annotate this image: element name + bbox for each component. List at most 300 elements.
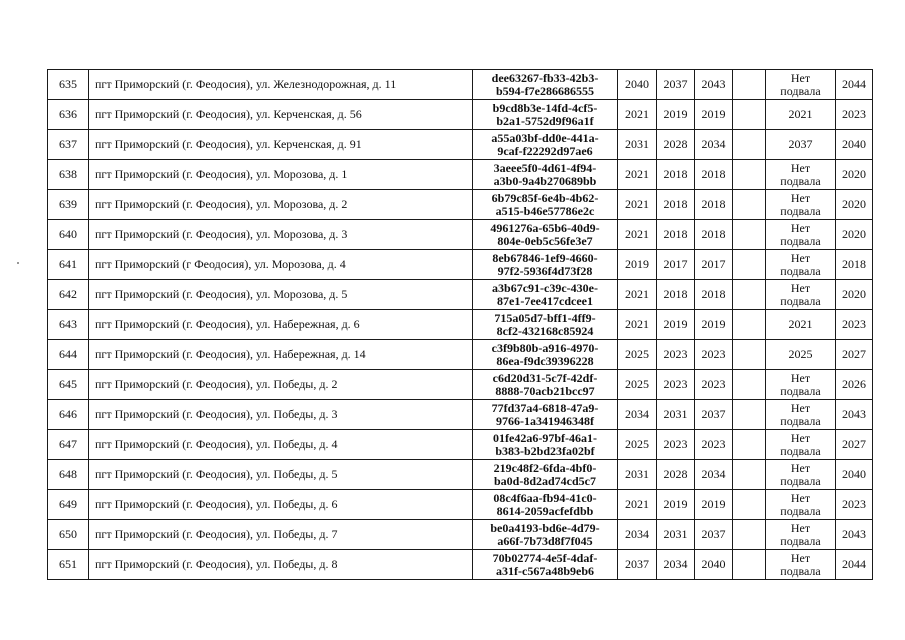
- address-cell: [89, 340, 473, 370]
- last-year-cell: [836, 550, 873, 580]
- table-row: [48, 160, 873, 190]
- address-cell: [89, 430, 473, 460]
- basement-cell: [766, 310, 836, 340]
- address-cell: [89, 490, 473, 520]
- guid-cell: [473, 160, 618, 190]
- empty-cell: [733, 100, 766, 130]
- year-cell-3: [695, 460, 733, 490]
- basement-line-1: 2021: [788, 317, 813, 331]
- year-cell-3: [695, 250, 733, 280]
- row-number-cell: [48, 280, 89, 310]
- year-value-3: 2034: [701, 137, 726, 151]
- guid-line-1: 01fe42a6-97bf-46a1-: [493, 430, 597, 445]
- basement-cell: [766, 220, 836, 250]
- last-year-cell: [836, 190, 873, 220]
- year-cell-2: [657, 430, 695, 460]
- year-value-2: 2018: [663, 287, 688, 301]
- year-value-1: 2021: [625, 107, 649, 121]
- guid-cell: [473, 220, 618, 250]
- year-cell-1: [618, 190, 657, 220]
- year-cell-2: [657, 190, 695, 220]
- year-cell-3: [695, 430, 733, 460]
- row-number: 637: [59, 137, 77, 151]
- table-row: [48, 460, 873, 490]
- year-cell-1: [618, 340, 657, 370]
- address-cell: [89, 250, 473, 280]
- year-value-1: 2021: [625, 197, 649, 211]
- guid-line-1: dee63267-fb33-42b3-: [491, 70, 599, 85]
- basement-cell: [766, 130, 836, 160]
- row-number: 639: [59, 197, 77, 211]
- year-cell-1: [618, 520, 657, 550]
- row-number: 645: [59, 377, 77, 391]
- year-cell-1: [618, 280, 657, 310]
- guid-line-2: 97f2-5936f4d73f28: [497, 263, 593, 278]
- row-number-cell: [48, 490, 89, 520]
- table-row: [48, 550, 873, 580]
- last-year-value: 2027: [842, 347, 866, 361]
- last-year-cell: [836, 340, 873, 370]
- year-cell-1: [618, 460, 657, 490]
- guid-cell: [473, 520, 618, 550]
- basement-cell: [766, 280, 836, 310]
- guid-line-1: 715a05d7-bff1-4ff9-: [494, 310, 596, 325]
- address-text: пгт Приморский (г. Феодосия), ул. Победы, д. 6: [95, 497, 338, 511]
- guid-cell: [473, 550, 618, 580]
- row-number-cell: [48, 130, 89, 160]
- last-year-value: 2040: [842, 467, 866, 481]
- year-cell-3: [695, 130, 733, 160]
- basement-line-2: подвала: [780, 233, 821, 248]
- year-cell-3: [695, 370, 733, 400]
- year-value-2: 2023: [663, 347, 688, 361]
- year-cell-1: [618, 220, 657, 250]
- year-cell-2: [657, 70, 695, 100]
- basement-cell: [766, 250, 836, 280]
- year-cell-1: [618, 430, 657, 460]
- table-row: [48, 190, 873, 220]
- basement-cell: [766, 190, 836, 220]
- last-year-cell: [836, 520, 873, 550]
- empty-cell: [733, 370, 766, 400]
- last-year-cell: [836, 130, 873, 160]
- basement-line-2: подвала: [780, 293, 821, 308]
- year-cell-2: [657, 400, 695, 430]
- row-number: 646: [59, 407, 77, 421]
- guid-line-2: 9766-1a341946348f: [496, 413, 594, 428]
- year-cell-2: [657, 160, 695, 190]
- guid-line-2: 9caf-f22292d97ae6: [497, 143, 593, 158]
- year-value-2: 2019: [663, 107, 688, 121]
- year-value-3: 2023: [701, 347, 726, 361]
- year-cell-1: [618, 370, 657, 400]
- row-number-cell: [48, 190, 89, 220]
- last-year-value: 2043: [842, 527, 866, 541]
- guid-cell: [473, 70, 618, 100]
- address-cell: [89, 100, 473, 130]
- year-value-3: 2018: [701, 227, 726, 241]
- basement-cell: [766, 70, 836, 100]
- basement-line-2: подвала: [780, 473, 821, 488]
- guid-line-2: 87e1-7ee417cdcee1: [497, 293, 593, 308]
- year-value-2: 2034: [663, 557, 688, 571]
- year-value-1: 2037: [625, 557, 649, 571]
- guid-line-1: 8eb67846-1ef9-4660-: [492, 250, 598, 265]
- address-text: пгт Приморский (г. Феодосия), ул. Победы, д. 5: [95, 467, 338, 481]
- year-cell-2: [657, 340, 695, 370]
- last-year-value: 2027: [842, 437, 866, 451]
- row-number-cell: [48, 370, 89, 400]
- year-cell-2: [657, 280, 695, 310]
- year-value-2: 2023: [663, 437, 688, 451]
- row-number-cell: [48, 340, 89, 370]
- year-cell-2: [657, 310, 695, 340]
- address-cell: [89, 130, 473, 160]
- basement-line-2: подвала: [780, 173, 821, 188]
- address-cell: [89, 520, 473, 550]
- empty-cell: [733, 400, 766, 430]
- last-year-value: 2020: [842, 287, 866, 301]
- year-cell-1: [618, 490, 657, 520]
- guid-cell: [473, 130, 618, 160]
- empty-cell: [733, 460, 766, 490]
- year-value-3: 2040: [701, 557, 726, 571]
- guid-line-1: 219c48f2-6fda-4bf0-: [493, 460, 597, 475]
- guid-line-1: be0a4193-bd6e-4d79-: [490, 520, 600, 535]
- year-value-3: 2023: [701, 377, 726, 391]
- year-value-1: 2019: [625, 257, 649, 271]
- basement-line-1: 2037: [788, 137, 813, 151]
- basement-cell: [766, 370, 836, 400]
- empty-cell: [733, 490, 766, 520]
- row-number: 643: [59, 317, 77, 331]
- basement-line-1: Нет: [790, 70, 811, 85]
- year-cell-3: [695, 70, 733, 100]
- year-cell-3: [695, 520, 733, 550]
- last-year-value: 2020: [842, 167, 866, 181]
- row-number-cell: [48, 310, 89, 340]
- address-text: пгт Приморский (г. Феодосия), ул. Победы, д. 2: [95, 377, 338, 391]
- address-text: пгт Приморский (г Феодосия), ул. Морозова, д. 4: [95, 257, 346, 271]
- year-cell-3: [695, 400, 733, 430]
- guid-cell: [473, 310, 618, 340]
- year-value-1: 2025: [625, 437, 649, 451]
- basement-line-2: подвала: [780, 263, 821, 278]
- basement-line-1: Нет: [790, 370, 811, 385]
- last-year-cell: [836, 370, 873, 400]
- year-value-2: 2019: [663, 317, 688, 331]
- year-value-3: 2018: [701, 197, 726, 211]
- basement-line-2: подвала: [780, 533, 821, 548]
- basement-cell: [766, 460, 836, 490]
- row-number: 641: [59, 257, 77, 271]
- row-number-cell: [48, 460, 89, 490]
- empty-cell: [733, 340, 766, 370]
- year-value-2: 2031: [663, 407, 688, 421]
- address-text: пгт Приморский (г. Феодосия), ул. Морозова, д. 5: [95, 287, 348, 301]
- address-cell: [89, 400, 473, 430]
- guid-cell: [473, 400, 618, 430]
- basement-line-1: 2025: [788, 347, 813, 361]
- table-row: [48, 490, 873, 520]
- last-year-cell: [836, 250, 873, 280]
- address-text: пгт Приморский (г. Феодосия), ул. Победы, д. 3: [95, 407, 338, 421]
- year-value-1: 2034: [625, 407, 649, 421]
- year-cell-3: [695, 190, 733, 220]
- row-number-cell: [48, 70, 89, 100]
- year-value-2: 2017: [663, 257, 688, 271]
- table-row: [48, 520, 873, 550]
- year-cell-1: [618, 70, 657, 100]
- year-value-3: 2034: [701, 467, 726, 481]
- year-cell-3: [695, 220, 733, 250]
- year-value-2: 2018: [663, 197, 688, 211]
- year-cell-2: [657, 550, 695, 580]
- empty-cell: [733, 430, 766, 460]
- row-number-cell: [48, 400, 89, 430]
- scan-speck: [17, 262, 19, 264]
- basement-cell: [766, 340, 836, 370]
- basement-line-2: подвала: [780, 203, 821, 218]
- year-cell-2: [657, 490, 695, 520]
- table-row: [48, 340, 873, 370]
- empty-cell: [733, 310, 766, 340]
- table-row: [48, 70, 873, 100]
- address-cell: [89, 220, 473, 250]
- year-value-3: 2019: [701, 317, 726, 331]
- basement-line-1: 2021: [788, 107, 813, 121]
- table-row: [48, 100, 873, 130]
- guid-cell: [473, 430, 618, 460]
- year-cell-1: [618, 400, 657, 430]
- address-cell: [89, 370, 473, 400]
- basement-line-1: Нет: [790, 400, 811, 415]
- empty-cell: [733, 280, 766, 310]
- empty-cell: [733, 130, 766, 160]
- year-value-1: 2031: [625, 137, 649, 151]
- row-number: 640: [59, 227, 77, 241]
- guid-line-1: a55a03bf-dd0e-441a-: [491, 130, 599, 145]
- row-number-cell: [48, 520, 89, 550]
- row-number: 650: [59, 527, 77, 541]
- year-cell-1: [618, 550, 657, 580]
- year-value-1: 2021: [625, 317, 649, 331]
- row-number-cell: [48, 250, 89, 280]
- table-row: [48, 370, 873, 400]
- empty-cell: [733, 190, 766, 220]
- year-cell-3: [695, 310, 733, 340]
- row-number-cell: [48, 100, 89, 130]
- table-row: [48, 430, 873, 460]
- basement-line-2: подвала: [780, 563, 821, 578]
- basement-line-1: Нет: [790, 280, 811, 295]
- year-cell-3: [695, 340, 733, 370]
- last-year-cell: [836, 160, 873, 190]
- basement-line-1: Нет: [790, 460, 811, 475]
- year-value-1: 2025: [625, 347, 649, 361]
- basement-cell: [766, 490, 836, 520]
- guid-line-2: 8888-70acb21bcc97: [495, 383, 595, 398]
- guid-cell: [473, 190, 618, 220]
- address-cell: [89, 190, 473, 220]
- guid-line-1: 70b02774-4e5f-4daf-: [492, 550, 598, 565]
- basement-line-2: подвала: [780, 383, 821, 398]
- last-year-cell: [836, 430, 873, 460]
- guid-cell: [473, 280, 618, 310]
- address-cell: [89, 550, 473, 580]
- address-text: пгт Приморский (г. Феодосия), ул. Победы, д. 8: [95, 557, 338, 571]
- address-text: пгт Приморский (г. Феодосия), ул. Железнодорожная, д. 11: [95, 77, 397, 91]
- guid-line-1: c6d20d31-5c7f-42df-: [492, 370, 598, 385]
- guid-line-2: a31f-c567a48b9eb6: [496, 563, 594, 578]
- basement-cell: [766, 520, 836, 550]
- address-text: пгт Приморский (г. Феодосия), ул. Морозова, д. 3: [95, 227, 348, 241]
- address-cell: [89, 280, 473, 310]
- year-value-3: 2023: [701, 437, 726, 451]
- guid-line-2: b383-b2bd23fa02bf: [495, 443, 595, 458]
- basement-line-1: Нет: [790, 190, 811, 205]
- table-row: [48, 250, 873, 280]
- basement-line-1: Нет: [790, 250, 811, 265]
- basement-cell: [766, 430, 836, 460]
- year-value-3: 2017: [701, 257, 726, 271]
- basement-line-1: Нет: [790, 490, 811, 505]
- year-value-3: 2019: [701, 497, 726, 511]
- year-value-3: 2018: [701, 287, 726, 301]
- housing-registry-table: [47, 69, 873, 580]
- last-year-value: 2026: [842, 377, 866, 391]
- guid-line-1: 4961276a-65b6-40d9-: [490, 220, 600, 235]
- address-cell: [89, 310, 473, 340]
- last-year-value: 2020: [842, 227, 866, 241]
- year-value-3: 2043: [701, 77, 726, 91]
- guid-line-2: 8614-2059acfefdbb: [496, 503, 594, 518]
- year-value-3: 2019: [701, 107, 726, 121]
- guid-line-2: a3b0-9a4b270689bb: [493, 173, 597, 188]
- year-value-1: 2021: [625, 167, 649, 181]
- table-row: [48, 400, 873, 430]
- empty-cell: [733, 220, 766, 250]
- guid-cell: [473, 100, 618, 130]
- guid-cell: [473, 460, 618, 490]
- guid-line-2: a66f-7b73d8f7f045: [497, 533, 593, 548]
- guid-line-1: c3f9b80b-a916-4970-: [491, 340, 599, 355]
- year-value-1: 2025: [625, 377, 649, 391]
- year-cell-2: [657, 520, 695, 550]
- last-year-value: 2020: [842, 197, 866, 211]
- basement-line-1: Нет: [790, 550, 811, 565]
- row-number: 636: [59, 107, 77, 121]
- year-cell-2: [657, 460, 695, 490]
- row-number: 649: [59, 497, 77, 511]
- last-year-value: 2043: [842, 407, 866, 421]
- address-text: пгт Приморский (г. Феодосия), ул. Морозова, д. 1: [95, 167, 348, 181]
- year-cell-2: [657, 250, 695, 280]
- year-cell-1: [618, 100, 657, 130]
- year-value-1: 2034: [625, 527, 649, 541]
- guid-line-2: 804e-0eb5c56fe3e7: [497, 233, 593, 248]
- year-value-2: 2018: [663, 167, 688, 181]
- basement-cell: [766, 550, 836, 580]
- table-body: [48, 70, 873, 580]
- year-cell-2: [657, 130, 695, 160]
- guid-cell: [473, 250, 618, 280]
- address-text: пгт Приморский (г. Феодосия), ул. Победы, д. 4: [95, 437, 338, 451]
- table-row: [48, 280, 873, 310]
- address-text: пгт Приморский (г. Феодосия), ул. Набережная, д. 6: [95, 317, 360, 331]
- last-year-cell: [836, 460, 873, 490]
- year-cell-1: [618, 160, 657, 190]
- empty-cell: [733, 250, 766, 280]
- last-year-value: 2023: [842, 107, 866, 121]
- last-year-value: 2018: [842, 257, 866, 271]
- year-cell-1: [618, 310, 657, 340]
- guid-line-2: 86ea-f9dc39396228: [496, 353, 594, 368]
- year-value-1: 2021: [625, 227, 649, 241]
- year-cell-1: [618, 250, 657, 280]
- year-value-2: 2031: [663, 527, 688, 541]
- row-number: 651: [59, 557, 77, 571]
- year-value-1: 2031: [625, 467, 649, 481]
- year-value-2: 2019: [663, 497, 688, 511]
- year-value-3: 2037: [701, 407, 726, 421]
- last-year-value: 2044: [842, 77, 866, 91]
- last-year-cell: [836, 70, 873, 100]
- last-year-value: 2023: [842, 317, 866, 331]
- guid-cell: [473, 340, 618, 370]
- year-cell-3: [695, 280, 733, 310]
- table-row: [48, 220, 873, 250]
- guid-line-2: 8cf2-432168c85924: [496, 323, 594, 338]
- year-value-2: 2037: [663, 77, 688, 91]
- empty-cell: [733, 70, 766, 100]
- address-text: пгт Приморский (г. Феодосия), ул. Морозова, д. 2: [95, 197, 348, 211]
- year-value-1: 2040: [625, 77, 649, 91]
- empty-cell: [733, 550, 766, 580]
- basement-line-2: подвала: [780, 413, 821, 428]
- last-year-cell: [836, 280, 873, 310]
- basement-line-2: подвала: [780, 503, 821, 518]
- basement-line-1: Нет: [790, 520, 811, 535]
- year-cell-3: [695, 100, 733, 130]
- last-year-cell: [836, 220, 873, 250]
- row-number: 648: [59, 467, 77, 481]
- address-text: пгт Приморский (г. Феодосия), ул. Керченская, д. 91: [95, 137, 362, 151]
- year-value-2: 2028: [663, 467, 688, 481]
- address-text: пгт Приморский (г. Феодосия), ул. Керченская, д. 56: [95, 107, 362, 121]
- guid-line-1: 77fd37a4-6818-47a9-: [491, 400, 599, 415]
- basement-line-2: подвала: [780, 83, 821, 98]
- address-text: пгт Приморский (г. Феодосия), ул. Победы, д. 7: [95, 527, 338, 541]
- guid-cell: [473, 370, 618, 400]
- row-number-cell: [48, 430, 89, 460]
- basement-line-2: подвала: [780, 443, 821, 458]
- last-year-cell: [836, 400, 873, 430]
- last-year-cell: [836, 310, 873, 340]
- year-cell-2: [657, 220, 695, 250]
- basement-cell: [766, 160, 836, 190]
- year-value-2: 2023: [663, 377, 688, 391]
- table-row: [48, 130, 873, 160]
- table-row: [48, 310, 873, 340]
- row-number-cell: [48, 160, 89, 190]
- year-value-1: 2021: [625, 497, 649, 511]
- guid-line-1: a3b67c91-c39c-430e-: [492, 280, 598, 295]
- year-value-2: 2018: [663, 227, 688, 241]
- guid-line-1: b9cd8b3e-14fd-4cf5-: [492, 100, 598, 115]
- empty-cell: [733, 160, 766, 190]
- year-value-3: 2037: [701, 527, 726, 541]
